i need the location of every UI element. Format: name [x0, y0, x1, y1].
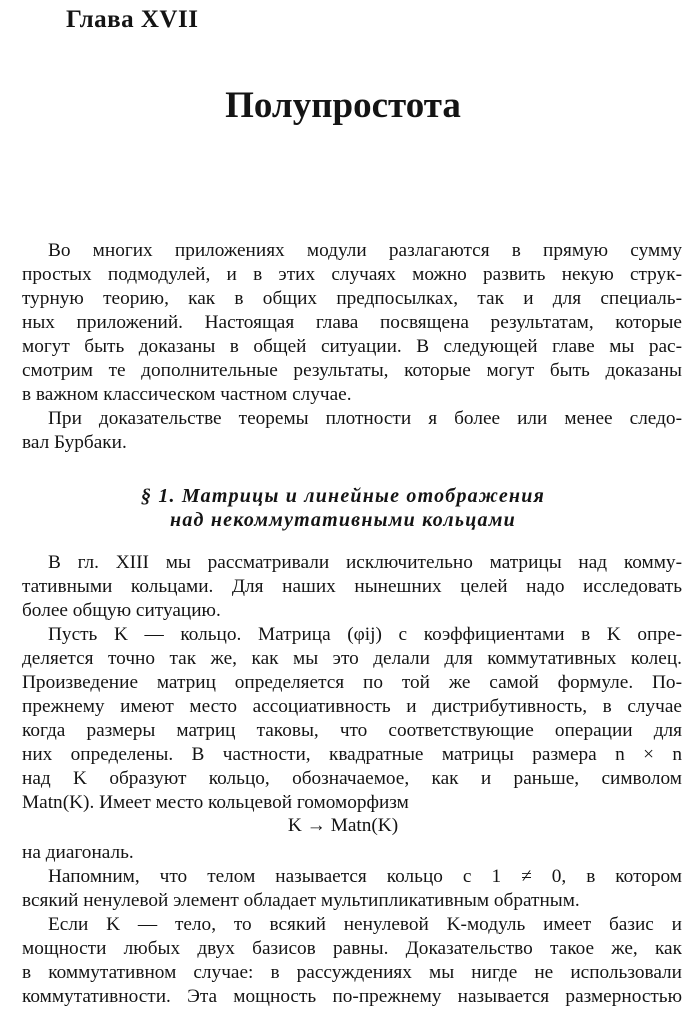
text-line: тативными кольцами. Для наших нынешних целей надо исследовать: [22, 576, 682, 597]
section-heading: § 1. Матрицы и линейные отображения: [140, 485, 546, 507]
text-line: мощности любых двух базисов равны. Доказательство такое же, как: [22, 938, 682, 959]
text-line: ных приложений. Настоящая глава посвящена результатам, которые: [22, 312, 682, 333]
text-line: более общую ситуацию.: [22, 600, 221, 621]
text-line: простых подмодулей, и в этих случаях можно развить некую струк-: [22, 264, 682, 285]
text-line: При доказательстве теоремы плотности я более или менее следо-: [48, 408, 682, 429]
display-formula: K → Matn(K): [287, 815, 399, 836]
text-line: В гл. XIII мы рассматривали исключительно матрицы над комму-: [48, 552, 682, 573]
text-line: на диагональ.: [22, 842, 134, 863]
text-line: когда размеры матриц таковы, что соответствующие операции для: [22, 720, 682, 741]
text-line: всякий ненулевой элемент обладает мультипликативным обратным.: [22, 890, 580, 911]
text-line: над K образуют кольцо, обозначаемое, как и раньше, символом: [22, 768, 682, 789]
text-line: них определены. В частности, квадратные матрицы размера n × n: [22, 744, 682, 765]
text-line: Если K — тело, то всякий ненулевой K-модуль имеет базис и: [48, 914, 682, 935]
section-heading: над некоммутативными кольцами: [170, 509, 516, 531]
text-line: прежнему имеют место ассоциативность и дистрибутивность, в случае: [22, 696, 682, 717]
chapter-title: Полупростота: [225, 85, 461, 126]
text-line: деляется точно так же, как мы это делали для коммутативных колец.: [22, 648, 682, 669]
text-line: Matn(K). Имеет место кольцевой гомоморфизм: [22, 792, 409, 813]
text-line: Пусть K — кольцо. Матрица (φij) с коэффициентами в K опре-: [48, 624, 682, 645]
text-line: турную теорию, как в общих предпосылках, так и для специаль-: [22, 288, 682, 309]
text-line: Напомним, что телом называется кольцо с 1 ≠ 0, в котором: [48, 866, 682, 887]
text-line: Во многих приложениях модули разлагаются в прямую сумму: [48, 240, 682, 261]
text-line: могут быть доказаны в общей ситуации. В следующей главе мы рас-: [22, 336, 682, 357]
chapter-label: Глава XVII: [66, 6, 199, 33]
text-line: коммутативности. Эта мощность по-прежнему называется размерностью: [22, 986, 682, 1007]
text-line: в важном классическом частном случае.: [22, 384, 352, 405]
text-line: смотрим те дополнительные результаты, которые могут быть доказаны: [22, 360, 682, 381]
text-line: Произведение матриц определяется по той же самой формуле. По-: [22, 672, 682, 693]
text-line: в коммутативном случае: в рассуждениях мы нигде не использовали: [22, 962, 682, 983]
text-line: вал Бурбаки.: [22, 432, 127, 453]
